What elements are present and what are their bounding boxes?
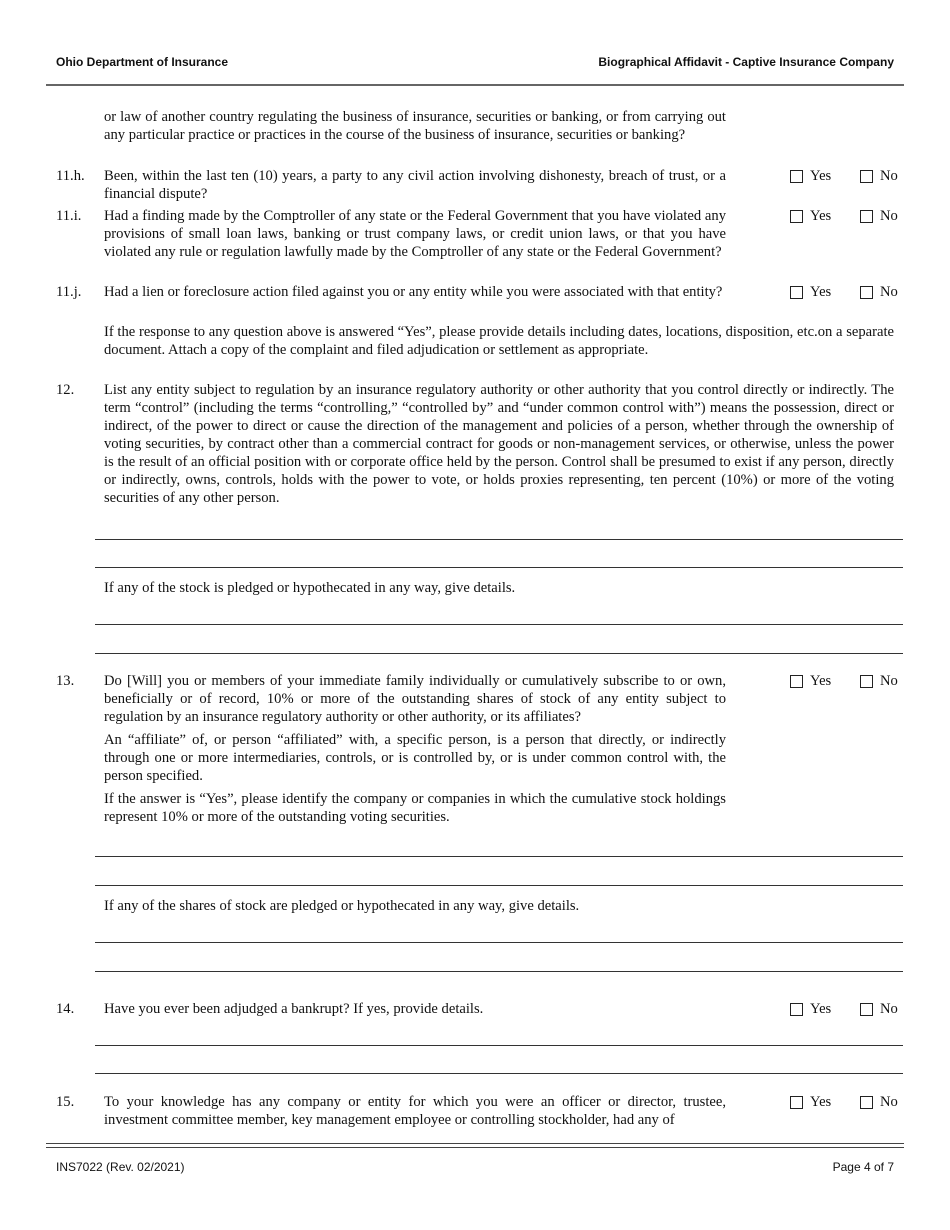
question-11-note: If the response to any question above is answered “Yes”, please provide details including dates, locations, disposition, etc.on a separate document. Attach a copy of the complaint and filed adjudication or settlement as appropriate. — [104, 324, 894, 358]
question-text-11j: Had a lien or foreclosure action filed against you or any entity while you were associated with that entity? — [104, 284, 723, 300]
header-form-title: Biographical Affidavit - Captive Insurance Company — [598, 55, 894, 69]
question-number-15: 15. — [56, 1094, 75, 1110]
answer-group-11j — [790, 283, 898, 301]
answer-group-13 — [790, 672, 898, 690]
answer-line-12-2[interactable] — [95, 567, 903, 568]
answer-line-14-2[interactable] — [95, 1073, 903, 1074]
page-header — [56, 55, 894, 69]
checkbox-13-yes[interactable] — [790, 675, 803, 688]
answer-group-15 — [790, 1093, 898, 1111]
question-number-11j: 11.j. — [56, 284, 82, 300]
answer-line-12-1[interactable] — [95, 539, 903, 540]
label-yes: Yes — [810, 207, 832, 224]
question-number-12: 12. — [56, 382, 75, 398]
checkbox-15-no[interactable] — [860, 1096, 873, 1109]
answer-line-12-3[interactable] — [95, 624, 903, 625]
checkbox-11i-yes[interactable] — [790, 210, 803, 223]
answer-group-14 — [790, 1000, 898, 1018]
checkbox-13-no[interactable] — [860, 675, 873, 688]
answer-line-13-3[interactable] — [95, 942, 903, 943]
label-no: No — [880, 1000, 898, 1017]
checkbox-11h-yes[interactable] — [790, 170, 803, 183]
label-no: No — [880, 207, 898, 224]
question-number-11i: 11.i. — [56, 208, 82, 224]
answer-line-13-1[interactable] — [95, 856, 903, 857]
question-text-11i: Had a finding made by the Comptroller of any state or the Federal Government that you have violated any provisions of small loan laws, banking or trust company laws, or credit union laws, or that you have violated any rule or regulation lawfully made by the Comptroller of any state or the Federal Government? — [104, 208, 726, 260]
label-yes: Yes — [810, 1000, 832, 1017]
label-no: No — [880, 672, 898, 689]
question-number-11h: 11.h. — [56, 168, 85, 184]
answer-line-13-4[interactable] — [95, 971, 903, 972]
label-yes: Yes — [810, 167, 832, 184]
checkbox-11i-no[interactable] — [860, 210, 873, 223]
question-number-13: 13. — [56, 673, 75, 689]
question-number-14: 14. — [56, 1001, 75, 1017]
page-footer — [56, 1160, 894, 1174]
question-13-identify-instruction: If the answer is “Yes”, please identify the company or companies in which the cumulative stock holdings represent 10% or more of the outstanding voting securities. — [104, 791, 726, 825]
footer-form-number: INS7022 (Rev. 02/2021) — [56, 1160, 185, 1174]
label-yes: Yes — [810, 672, 832, 689]
answer-group-11i — [790, 207, 898, 225]
footer-divider — [46, 1143, 904, 1148]
question-13-pledge-prompt: If any of the shares of stock are pledged or hypothecated in any way, give details. — [104, 898, 580, 914]
checkbox-14-no[interactable] — [860, 1003, 873, 1016]
question-text-14: Have you ever been adjudged a bankrupt? If yes, provide details. — [104, 1001, 484, 1017]
label-no: No — [880, 1093, 898, 1110]
question-13-affiliate-definition: An “affiliate” of, or person “affiliated” with, a specific person, is a person that directly, or indirectly through one or more intermediaries, controls, or is controlled by, or is under common control with, the person specified. — [104, 732, 726, 784]
continuation-text: or law of another country regulating the business of insurance, securities or banking, or from carrying out any particular practice or practices in the course of the business of insurance, securities or banking? — [104, 109, 726, 143]
label-no: No — [880, 167, 898, 184]
label-yes: Yes — [810, 283, 832, 300]
question-12-pledge-prompt: If any of the stock is pledged or hypothecated in any way, give details. — [104, 580, 516, 596]
question-13-main: Do [Will] you or members of your immediate family individually or cumulatively subscribe to or own, beneficially or of record, 10% or more of the outstanding shares of stock of any entity subject to regulation by an insurance regulatory authority or other authority, or its affiliates? — [104, 673, 726, 725]
answer-line-14-1[interactable] — [95, 1045, 903, 1046]
header-agency: Ohio Department of Insurance — [56, 55, 229, 69]
label-yes: Yes — [810, 1093, 832, 1110]
checkbox-15-yes[interactable] — [790, 1096, 803, 1109]
answer-line-12-4[interactable] — [95, 653, 903, 654]
checkbox-11h-no[interactable] — [860, 170, 873, 183]
question-text-13 — [104, 672, 726, 826]
answer-group-11h — [790, 167, 898, 185]
checkbox-14-yes[interactable] — [790, 1003, 803, 1016]
question-text-15: To your knowledge has any company or entity for which you were an officer or director, trustee, investment committee member, key management employee or controlling stockholder, had any of — [104, 1094, 726, 1128]
answer-line-13-2[interactable] — [95, 885, 903, 886]
footer-page-number: Page 4 of 7 — [832, 1160, 894, 1174]
checkbox-11j-no[interactable] — [860, 286, 873, 299]
header-divider — [46, 84, 904, 86]
checkbox-11j-yes[interactable] — [790, 286, 803, 299]
question-text-11h: Been, within the last ten (10) years, a party to any civil action involving dishonesty, breach of trust, or a financial dispute? — [104, 168, 726, 202]
question-text-12: List any entity subject to regulation by an insurance regulatory authority or other authority that you control directly or indirectly. The term “control” (including the terms “controlling,” “controlled by” and “under common control with”) means the possession, direct or indirect, of the power to direct or cause the direction of the management and policies of a person, whether through the ownership of voting securities, by contract other than a commercial contract for goods or non-management services, or otherwise, unless the power is the result of an official position with or corporate office held by the person. Control shall be presumed to exist if any person, directly or indirectly, owns, controls, holds with the power to vote, or holds proxies representing, ten percent (10%) or more of the voting securities of any other person. — [104, 382, 894, 506]
label-no: No — [880, 283, 898, 300]
